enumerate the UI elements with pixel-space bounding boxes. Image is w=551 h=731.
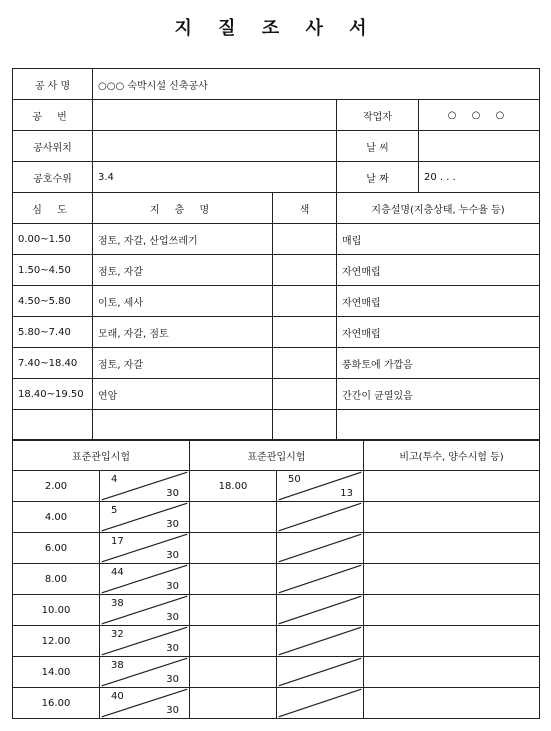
spt-row <box>13 595 540 626</box>
spt-row <box>13 657 540 688</box>
description-cell: 간간이 균열있음 <box>337 379 540 410</box>
hole-no-row <box>13 162 540 193</box>
layer-cell: 연암 <box>93 379 273 410</box>
blow-count: 38 <box>111 598 124 609</box>
diagonal-divider <box>277 688 363 718</box>
spt-row <box>13 626 540 657</box>
remarks-cell <box>364 595 540 626</box>
spt-header-1: 표준관입시험 <box>13 440 190 471</box>
test-depth-cell: 10.00 <box>13 595 100 626</box>
header-and-strata-table <box>12 68 540 441</box>
penetration-cm: 30 <box>166 612 179 623</box>
spt-header-2: 표준관입시험 <box>190 440 364 471</box>
test-depth-cell: 12.00 <box>13 626 100 657</box>
depth-header: 심 도 <box>13 193 93 224</box>
blow-count: 44 <box>111 567 124 578</box>
strata-row <box>13 224 540 255</box>
weather-label: 날 씨 <box>337 131 419 162</box>
penetration-cm: 30 <box>166 705 179 716</box>
layer-cell: 점토, 자갈 <box>93 255 273 286</box>
color-cell <box>273 348 337 379</box>
hole-no-value: 3.4 <box>93 162 337 193</box>
spt-row <box>13 688 540 719</box>
blow-count: 38 <box>111 660 124 671</box>
weather-value <box>419 131 540 162</box>
blow-count-cell <box>277 502 364 533</box>
spt-row <box>13 533 540 564</box>
test-depth-cell <box>190 688 277 719</box>
test-depth-cell <box>190 657 277 688</box>
blow-count: 5 <box>111 505 118 516</box>
strata-row <box>13 317 540 348</box>
location-value <box>93 131 337 162</box>
blow-count: 17 <box>111 536 124 547</box>
diagonal-divider <box>277 626 363 656</box>
date-label: 날 짜 <box>337 162 419 193</box>
work-no-row <box>13 100 540 131</box>
blow-count: 32 <box>111 629 124 640</box>
remarks-cell <box>364 688 540 719</box>
remarks-cell <box>364 626 540 657</box>
blow-count-cell <box>100 595 190 626</box>
work-no-label: 공 번 <box>13 100 93 131</box>
strata-header-row <box>13 193 540 224</box>
depth-cell <box>13 410 93 441</box>
diagonal-divider <box>277 533 363 563</box>
remarks-cell <box>364 502 540 533</box>
test-depth-cell <box>190 595 277 626</box>
blow-count: 50 <box>288 474 301 485</box>
blow-count-cell <box>100 626 190 657</box>
test-depth-cell <box>190 626 277 657</box>
test-depth-cell: 18.00 <box>190 471 277 502</box>
project-name-label: 공 사 명 <box>13 69 93 100</box>
spt-header-row <box>13 440 540 471</box>
blow-count-cell <box>277 564 364 595</box>
penetration-cm: 30 <box>166 488 179 499</box>
location-row <box>13 131 540 162</box>
color-cell <box>273 379 337 410</box>
test-depth-cell <box>190 502 277 533</box>
location-label: 공사위치 <box>13 131 93 162</box>
strata-row <box>13 410 540 441</box>
remarks-cell <box>364 657 540 688</box>
test-depth-cell: 6.00 <box>13 533 100 564</box>
depth-cell: 1.50~4.50 <box>13 255 93 286</box>
blow-count-cell <box>100 688 190 719</box>
depth-cell: 7.40~18.40 <box>13 348 93 379</box>
test-depth-cell: 4.00 <box>13 502 100 533</box>
remarks-header: 비고(투수, 양수시험 등) <box>364 440 540 471</box>
blow-count-cell <box>100 533 190 564</box>
layer-header: 지 층 명 <box>93 193 273 224</box>
layer-cell <box>93 410 273 441</box>
color-cell <box>273 224 337 255</box>
blow-count-cell <box>277 688 364 719</box>
description-cell: 자연매립 <box>337 286 540 317</box>
color-cell <box>273 317 337 348</box>
spt-table <box>12 439 540 719</box>
color-cell <box>273 255 337 286</box>
strata-row <box>13 286 540 317</box>
description-header: 지층설명(지층상태, 누수율 등) <box>337 193 540 224</box>
blow-count-cell <box>100 657 190 688</box>
strata-row <box>13 255 540 286</box>
penetration-cm: 30 <box>166 581 179 592</box>
blow-count-cell <box>277 626 364 657</box>
depth-cell: 5.80~7.40 <box>13 317 93 348</box>
test-depth-cell: 8.00 <box>13 564 100 595</box>
penetration-cm: 13 <box>340 488 353 499</box>
page-title: 지 질 조 사 서 <box>174 18 377 39</box>
blow-count: 4 <box>111 474 118 485</box>
strata-row <box>13 379 540 410</box>
penetration-cm: 30 <box>166 519 179 530</box>
work-no-value <box>93 100 337 131</box>
test-depth-cell <box>190 533 277 564</box>
blow-count-cell <box>100 564 190 595</box>
description-cell: 자연매립 <box>337 255 540 286</box>
description-cell: 풍화토에 가깝음 <box>337 348 540 379</box>
layer-cell: 점토, 자갈, 산업쓰레기 <box>93 224 273 255</box>
project-name-row <box>13 69 540 100</box>
spt-row <box>13 502 540 533</box>
diagonal-divider <box>277 657 363 687</box>
penetration-cm: 30 <box>166 550 179 561</box>
depth-cell: 18.40~19.50 <box>13 379 93 410</box>
description-cell: 매립 <box>337 224 540 255</box>
depth-cell: 0.00~1.50 <box>13 224 93 255</box>
blow-count-cell <box>100 502 190 533</box>
remarks-cell <box>364 564 540 595</box>
blow-count-cell <box>277 471 364 502</box>
layer-cell: 점토, 자갈 <box>93 348 273 379</box>
strata-row <box>13 348 540 379</box>
hole-no-label: 공호수위 <box>13 162 93 193</box>
color-cell <box>273 410 337 441</box>
layer-cell: 모래, 자갈, 점토 <box>93 317 273 348</box>
diagonal-divider <box>277 502 363 532</box>
test-depth-cell: 16.00 <box>13 688 100 719</box>
worker-value: ○ ○ ○ <box>419 100 540 131</box>
penetration-cm: 30 <box>166 643 179 654</box>
remarks-cell <box>364 533 540 564</box>
color-cell <box>273 286 337 317</box>
blow-count: 40 <box>111 691 124 702</box>
project-name-value: ○○○ 숙박시설 신축공사 <box>93 69 540 100</box>
test-depth-cell: 2.00 <box>13 471 100 502</box>
color-header: 색 <box>273 193 337 224</box>
description-cell <box>337 410 540 441</box>
remarks-cell <box>364 471 540 502</box>
spt-row <box>13 564 540 595</box>
blow-count-cell <box>100 471 190 502</box>
test-depth-cell: 14.00 <box>13 657 100 688</box>
blow-count-cell <box>277 657 364 688</box>
description-cell: 자연매립 <box>337 317 540 348</box>
test-depth-cell <box>190 564 277 595</box>
date-value: 20 . . . <box>419 162 540 193</box>
diagonal-divider <box>277 595 363 625</box>
spt-row <box>13 471 540 502</box>
diagonal-divider <box>277 564 363 594</box>
blow-count-cell <box>277 533 364 564</box>
depth-cell: 4.50~5.80 <box>13 286 93 317</box>
worker-label: 작업자 <box>337 100 419 131</box>
blow-count-cell <box>277 595 364 626</box>
layer-cell: 이토, 세사 <box>93 286 273 317</box>
penetration-cm: 30 <box>166 674 179 685</box>
